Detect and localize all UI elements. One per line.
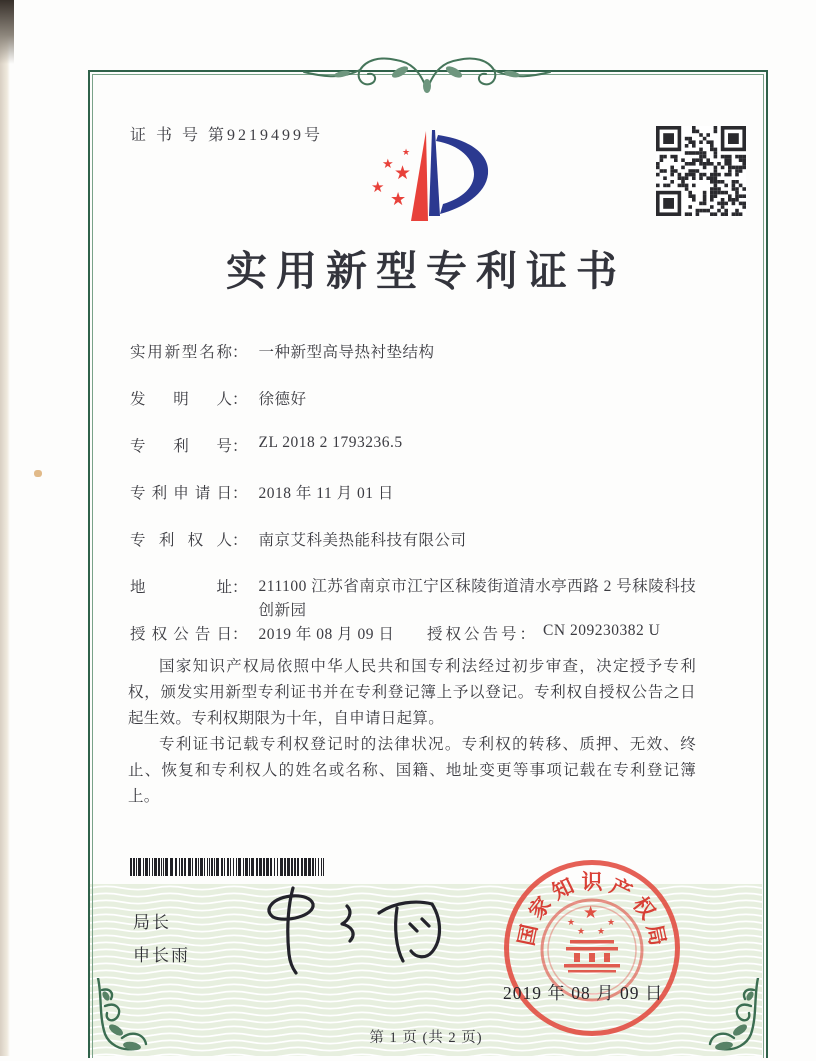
field-value: 徐德好 [258, 391, 307, 408]
field-value: 211100 江苏省南京市江宁区秣陵街道清水亭西路 2 号秣陵科技创新园 [258, 578, 697, 619]
seal-char: 国 [514, 922, 542, 948]
svg-text:★: ★ [567, 918, 576, 928]
field-label: 授权公告日 [130, 626, 232, 643]
grant-number-value: CN 209230382 U [543, 622, 661, 639]
seal-char: 产 [606, 873, 636, 905]
field-row-patent-number [130, 434, 403, 456]
field-label: 发明人 [130, 391, 232, 408]
field-colon: ： [232, 391, 248, 408]
legal-paragraph-1: 国家知识产权局依照中华人民共和国专利法经过初步审查，决定授予专利权，颁发实用新型专利证书并在专利登记簿上予以登记。专利权自授权公告之日起生效。专利权期限为十年，自申请日起算。 [128, 658, 696, 727]
field-label: 专利权人 [130, 532, 232, 549]
director-title: 局长 [133, 913, 171, 932]
seal-char: 家 [524, 892, 556, 924]
qr-code [656, 126, 746, 216]
page-number-footer: 第 1 页 (共 2 页) [369, 1030, 483, 1046]
seal-char: 识 [581, 870, 603, 894]
svg-text:★: ★ [402, 148, 411, 158]
field-colon: ： [232, 485, 248, 502]
grant-number-group [427, 622, 660, 644]
certificate-title: 实用新型专利证书 [226, 248, 626, 294]
field-label: 专利号 [130, 438, 232, 455]
certificate-number: 证 书 号 第9219499号 [130, 127, 324, 144]
field-label: 专利申请日 [130, 485, 232, 502]
field-colon: ： [232, 438, 248, 455]
svg-text:★: ★ [583, 903, 599, 923]
svg-text:★: ★ [371, 178, 385, 196]
grant-date-value: 2019 年 08 月 09 日 [258, 626, 395, 643]
field-colon: ： [519, 626, 536, 643]
field-value: ZL 2018 2 1793236.5 [258, 434, 403, 451]
field-row-name [130, 340, 435, 362]
field-row-grant [130, 622, 661, 644]
field-row-address [130, 575, 711, 623]
barcode [130, 858, 330, 876]
svg-text:★: ★ [390, 189, 407, 210]
field-colon: ： [232, 626, 248, 643]
field-value: 一种新型高导热衬垫结构 [258, 344, 435, 361]
legal-paragraph-2: 专利证书记载专利权登记时的法律状况。专利权的转移、质押、无效、终止、恢复和专利权人的姓名或名称、国籍、地址变更等事项记载在专利登记簿上。 [128, 736, 696, 805]
field-colon: ： [232, 344, 248, 361]
svg-text:★: ★ [394, 162, 412, 184]
director-signature [245, 876, 455, 976]
svg-text:★: ★ [607, 918, 616, 928]
svg-text:★: ★ [577, 927, 586, 937]
field-label: 地址 [130, 579, 232, 596]
field-label: 实用新型名称 [130, 344, 232, 361]
seal-char: 权 [628, 892, 660, 924]
director-name: 申长雨 [133, 946, 190, 965]
field-colon: ： [232, 532, 248, 549]
field-row-patentee [130, 528, 467, 550]
seal-char: 局 [642, 922, 670, 948]
svg-text:★: ★ [382, 157, 394, 172]
cnipa-logo-icon [368, 126, 498, 226]
field-label: 授权公告号 [427, 626, 520, 643]
field-row-inventor [130, 387, 307, 409]
legal-paragraphs [128, 654, 696, 810]
seal-char: 知 [548, 873, 578, 905]
svg-text:★: ★ [597, 927, 606, 937]
field-colon: ： [232, 579, 248, 596]
field-row-filing-date [130, 481, 394, 503]
field-value: 南京艾科美热能科技有限公司 [258, 532, 467, 549]
field-value: 2018 年 11 月 01 日 [258, 485, 394, 502]
seal-date: 2019 年 08 月 09 日 [503, 983, 664, 1003]
